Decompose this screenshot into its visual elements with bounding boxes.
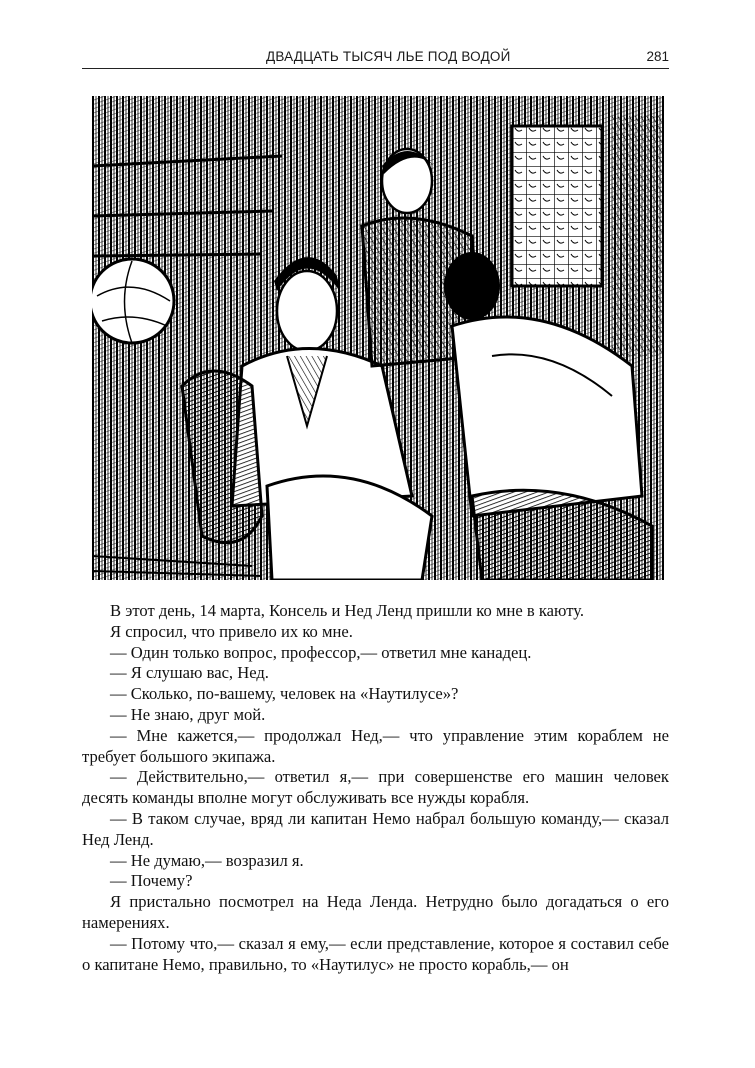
paragraph: — Не думаю,— возразил я.	[110, 850, 304, 870]
ink-illustration-icon	[92, 96, 664, 580]
paragraph: — В таком случае, вряд ли капитан Немо набрал большую команду,— сказал Нед Ленд.	[82, 808, 669, 849]
paragraph: — Потому что,— сказал я ему,— если представление, которое я составил себе о капитане Немо, правильно, то «Наутилус» не просто корабль,— он	[82, 933, 669, 974]
body-text	[82, 601, 669, 975]
paragraph: В этот день, 14 марта, Консель и Нед Ленд пришли ко мне в каюту.	[110, 601, 585, 620]
paragraph: Я пристально посмотрел на Неда Ленда. Нетрудно было догадаться о его намерениях.	[82, 892, 669, 932]
page-number: 281	[646, 49, 669, 64]
running-head	[82, 46, 669, 69]
ink-illustration	[92, 96, 664, 580]
paragraph: — Действительно,— ответил я,— при совершенстве его машин человек десять команды вполне могут обслуживать все нужды корабля.	[82, 767, 669, 808]
running-title: ДВАДЦАТЬ ТЫСЯЧ ЛЬЕ ПОД ВОДОЙ	[266, 49, 511, 64]
paragraph: Я спросил, что привело их ко мне.	[110, 621, 353, 641]
paragraph: — Один только вопрос, профессор,— ответил мне канадец.	[110, 642, 532, 662]
paragraph: — Мне кажется,— продолжал Нед,— что управление этим кораблем не требует большого экипажа.	[82, 725, 669, 766]
paragraph: — Не знаю, друг мой.	[110, 704, 266, 724]
paragraph: — Я слушаю вас, Нед.	[110, 663, 269, 683]
paragraph: — Почему?	[110, 871, 193, 891]
paragraph: — Сколько, по-вашему, человек на «Наутилусе»?	[110, 684, 459, 704]
